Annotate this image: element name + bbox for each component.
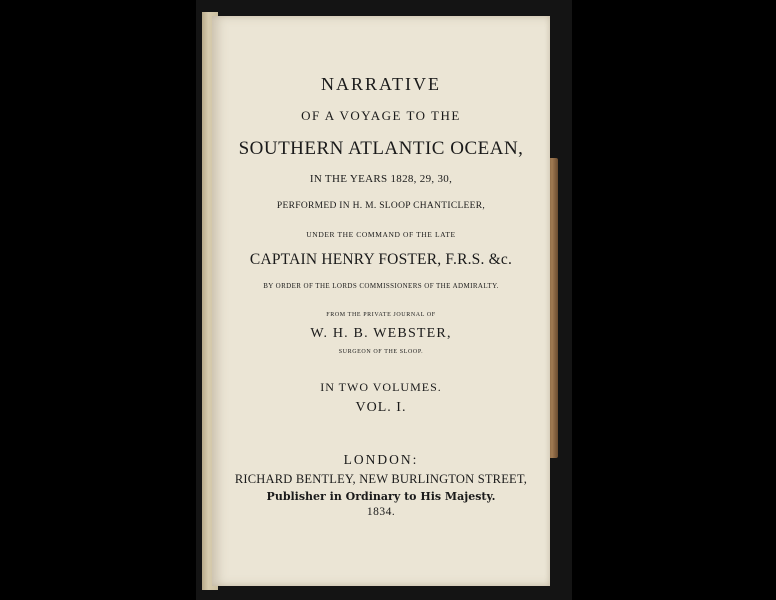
imprint-place: LONDON: xyxy=(343,452,419,467)
imprint-year: 1834. xyxy=(366,506,396,518)
title-from-journal: FROM THE PRIVATE JOURNAL OF xyxy=(326,312,436,318)
imprint-publisher-title: Publisher in Ordinary to His Majesty. xyxy=(266,490,496,503)
title-author-role: SURGEON OF THE SLOOP. xyxy=(338,349,424,355)
title-author: W. H. B. WEBSTER, xyxy=(310,326,452,341)
title-voyage: OF A VOYAGE TO THE xyxy=(301,108,461,123)
title-performed: PERFORMED IN H. M. SLOOP CHANTICLEER, xyxy=(276,201,486,211)
title-narrative: NARRATIVE xyxy=(321,74,441,94)
title-years: IN THE YEARS 1828, 29, 30, xyxy=(309,173,453,185)
imprint-publisher: RICHARD BENTLEY, NEW BURLINGTON STREET, xyxy=(234,472,528,486)
title-page xyxy=(212,16,550,586)
title-volume-number: VOL. I. xyxy=(355,400,407,415)
title-under-command: UNDER THE COMMAND OF THE LATE xyxy=(306,230,456,239)
title-captain: CAPTAIN HENRY FOSTER, F.R.S. &c. xyxy=(249,251,513,268)
title-southern-atlantic: SOUTHERN ATLANTIC OCEAN, xyxy=(238,138,524,159)
title-admiralty-order: BY ORDER OF THE LORDS COMMISSIONERS OF THE ADMIRALTY. xyxy=(263,282,499,290)
title-volumes: IN TWO VOLUMES. xyxy=(320,380,442,394)
